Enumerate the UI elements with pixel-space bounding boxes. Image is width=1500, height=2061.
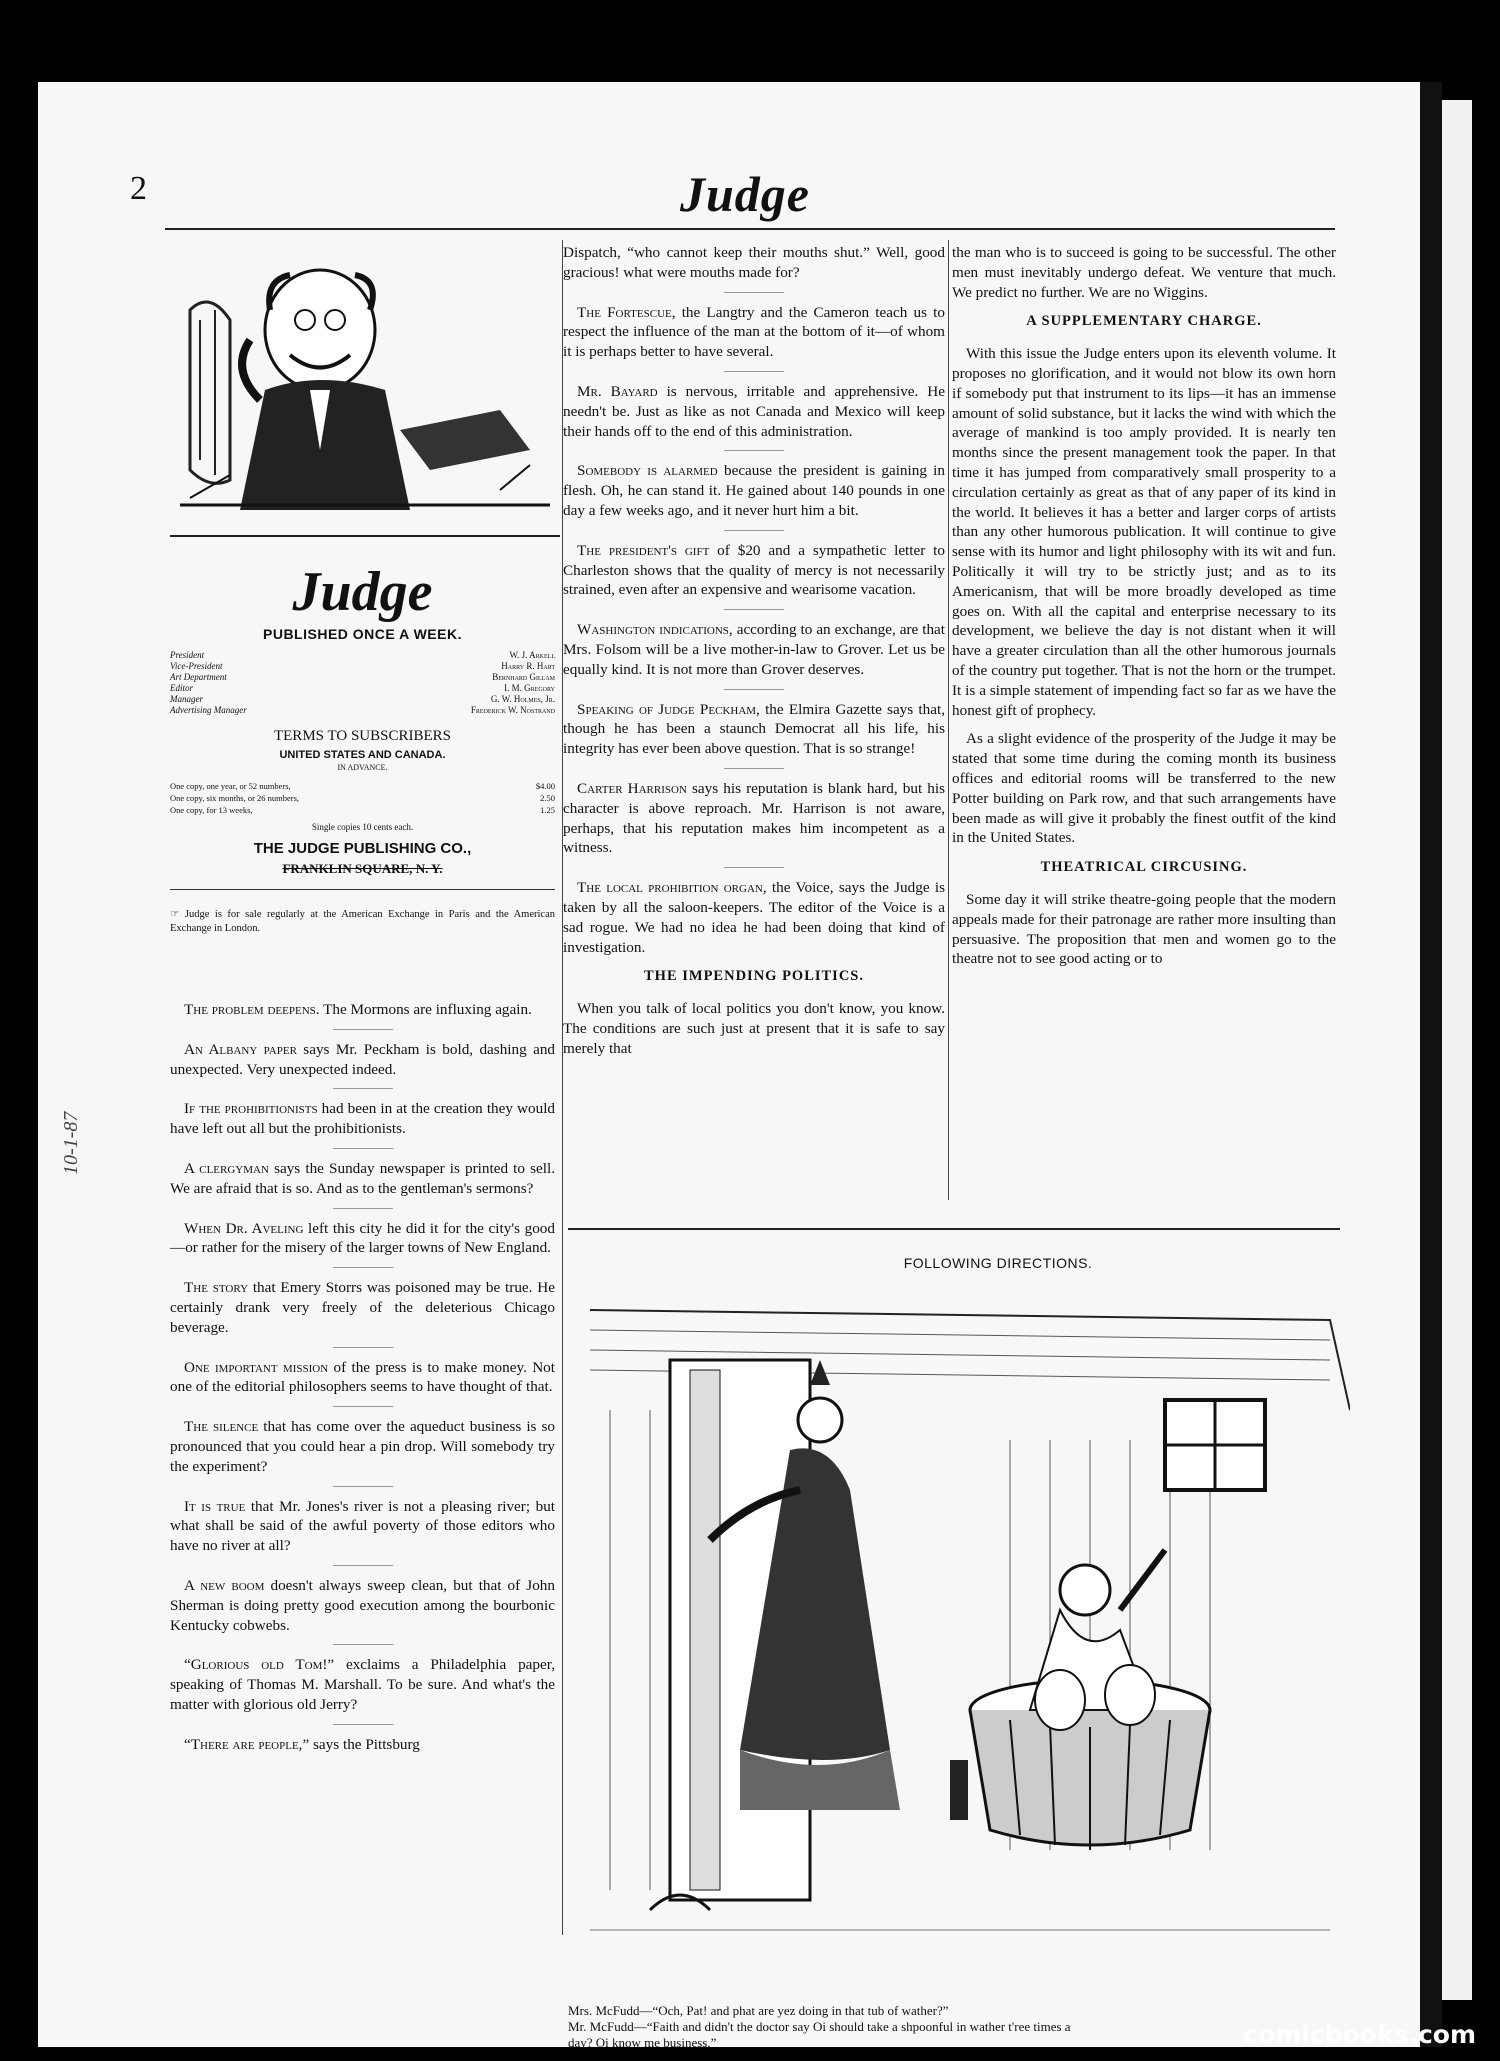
terms-region: UNITED STATES AND CANADA. [279, 749, 446, 761]
judge-logo: Judge [292, 561, 433, 623]
paragraph-separator [724, 530, 784, 531]
paragraph: The president's gift of $20 and a sympathetic letter to Charleston shows that the quality of mercy is not necessarily strained, even after an expensive and wearisome vacation. [563, 541, 945, 599]
officers-list [170, 650, 555, 716]
paragraph: “There are people,” says the Pittsburg [184, 1735, 420, 1753]
watermark: comicbooks.com [1243, 2020, 1476, 2049]
column-1 [170, 1000, 555, 1764]
paragraph: Carter Harrison says his reputation is blank hard, but his character is above reproach. Mr. Harrison is not aware, perhaps, that his reputation makes him incompetent as a witness. [563, 779, 945, 857]
info-box-rule [170, 889, 555, 890]
section-heading: THEATRICAL CIRCUSING. [1040, 859, 1248, 876]
terms-title: TERMS TO SUBSCRIBERS [273, 728, 451, 744]
officer-row: Editor I. M. Gregory [170, 683, 555, 693]
paragraph: The Fortescue, the Langtry and the Cameron teach us to respect the influence of the man at the bottom of it—of whom it is perhaps better to have several. [563, 303, 945, 361]
paragraph-separator [333, 1029, 393, 1030]
paragraph-separator [333, 1724, 393, 1725]
paragraph: An Albany paper says Mr. Peckham is bold, dashing and unexpected. Very unexpected indeed. [170, 1040, 556, 1078]
cartoon-title: FOLLOWING DIRECTIONS. [903, 1255, 1093, 1271]
paragraph-separator [724, 371, 784, 372]
page-number: 2 [130, 170, 147, 207]
paragraph: The problem deepens. The Mormons are influxing again. [184, 1001, 532, 1018]
paragraph-separator [333, 1565, 393, 1566]
paragraph-separator [333, 1208, 393, 1209]
caption-line-3: day? Oi know me business.” [568, 2035, 717, 2050]
column-2 [563, 243, 945, 1068]
paragraph-separator [333, 1347, 393, 1348]
section-heading: THE IMPENDING POLITICS. [644, 968, 864, 985]
paragraph: One important mission of the press is to make money. Not one of the editorial philosophers seems to have thought of that. [170, 1358, 555, 1396]
paragraph: Some day it will strike theatre-going people that the modern appeals made for their patronage are rather more insulting than persuasive. The proposition that men and women go to the theatre not to see good acting or to [952, 890, 1336, 968]
paragraph: Dispatch, “who cannot keep their mouths shut.” Well, good gracious! what were mouths made for? [563, 244, 945, 281]
officer-row: Art Department Bernhard Gillam [170, 672, 555, 682]
paragraph-separator [724, 867, 784, 868]
officer-row: Advertising Manager Frederick W. Nostrand [170, 705, 555, 715]
masthead-logo: Judge [680, 166, 810, 222]
paragraph-separator [333, 1644, 393, 1645]
paragraph: Washington indications, according to an exchange, are that Mrs. Folsom will be a live mother-in-law to Grover. Let us be equally kind. It is not more than Grover deserves. [563, 621, 945, 678]
paragraph: The local prohibition organ, the Voice, says the Judge is taken by all the saloon-keepers. The editor of the Voice is a sad rogue. We had no idea he had been doing that kind of investigation. [563, 879, 945, 956]
publication-info-box [170, 560, 555, 936]
officer-row: Vice-President Harry R. Hart [170, 661, 555, 671]
paragraph: With this issue the Judge enters upon its eleventh volume. It proposes no glorification, and it would not blow its own horn if somebody put that instrument to its lips—it has an immense amount of solid substance, but it lacks the wind with which the average of mankind is too amply provided. It is nearly ten months since the present management took the paper. In that time it has jumped from comparatively small prosperity to a circulation certainly as great as that of any paper of its kind in the world. It believes it has a better and larger corps of artists than any other humorous publication. It will continue to give sense with its humor and light philosophy with its wit and fun. Politically it will try to be strictly just; and as to its Americanism, that will be more broadly developed as time goes on. With all the capital and enterprise necessary to its development, we believe the day is not distant when it will have a greater circulation than all the other humorous journals of the country put together. That is not the horn or the trumpet. It is a simple statement of impending fact so far as we have the honest gift of prophecy. [952, 345, 1336, 719]
paragraph: As a slight evidence of the prosperity of the Judge it may be stated that some time during the coming month its business offices and editorial rooms will be transferred to the new Potter building on Park row, and that such arrangements have been made as will give it probably the finest outfit of the kind in the United States. [952, 730, 1336, 847]
paragraph: Mr. Bayard is nervous, irritable and apprehensive. He needn't be. Just as like as not Canada and Mexico will keep their hands off to the end of this administration. [563, 382, 945, 440]
paragraph: It is true that Mr. Jones's river is not a pleasing river; but what shall be said of the awful poverty of those editors who have no river at all? [170, 1497, 556, 1555]
paragraph-separator [724, 689, 784, 690]
officer-row: President W. J. Arkell [170, 650, 555, 660]
paragraph: If the prohibitionists had been in at the creation they would have left out all but the prohibitionists. [170, 1100, 556, 1138]
left-box-rule [170, 535, 560, 537]
paragraph-separator [724, 768, 784, 769]
paragraph: When Dr. Aveling left this city he did it for the city's good—or rather for the misery of the larger towns of New England. [170, 1219, 555, 1257]
column-divider [948, 240, 949, 1200]
paragraph: Somebody is alarmed because the president is gaining in flesh. Oh, he can stand it. He gained about 140 pounds in one day a few weeks ago, and it never hurt him a bit. [563, 462, 945, 519]
paragraph: When you talk of local politics you don't know, you know. The conditions are such just at present that it is safe to say merely that [563, 1000, 945, 1057]
price-row: One copy, for 13 weeks, 1.25 [170, 805, 555, 815]
publication-frequency: PUBLISHED ONCE A WEEK. [263, 626, 462, 642]
masthead-rule [165, 228, 1335, 230]
paragraph: The story that Emery Storrs was poisoned may be true. He certainly drank very freely of the deleterious Chicago beverage. [170, 1279, 555, 1336]
single-copy-price: Single copies 10 cents each. [311, 822, 414, 832]
paragraph: “Glorious old Tom!” exclaims a Philadelphia paper, speaking of Thomas M. Marshall. To be sure. And what's the matter with glorious old Jerry? [170, 1656, 555, 1713]
column-3 [952, 243, 1336, 978]
publisher-address: FRANKLIN SQUARE, N. Y. [282, 861, 443, 876]
paragraph-separator [724, 292, 784, 293]
paragraph: A clergyman says the Sunday newspaper is printed to sell. We are afraid that is so. And as to the gentleman's sermons? [170, 1159, 555, 1197]
following-directions-illustration [590, 1290, 1350, 1990]
paragraph-separator [724, 609, 784, 610]
sale-notice: ☞ Judge is for sale regularly at the American Exchange in Paris and the American Exchange in London. [170, 909, 555, 934]
price-row: One copy, six months, or 26 numbers, 2.50 [170, 793, 555, 803]
caption-line-1: Mrs. McFudd—“Och, Pat! and phat are yez doing in that tub of wather?” [568, 2003, 949, 2018]
paragraph: The silence that has come over the aqueduct business is so pronounced that you could hear a pin drop. Will somebody try the experiment? [170, 1418, 555, 1475]
caption-line-2: Mr. McFudd—“Faith and didn't the doctor say Oi should take a shpoonful in wather t'ree times a [568, 2019, 1071, 2034]
paragraph-separator [333, 1406, 393, 1407]
judge-caricature-illustration [170, 250, 560, 530]
page-edge-shadow [1420, 82, 1442, 2047]
officer-row: Manager G. W. Holmes, Jr. [170, 694, 555, 704]
publisher-name: THE JUDGE PUBLISHING CO., [253, 840, 472, 857]
paragraph-separator [724, 450, 784, 451]
cartoon-rule [568, 1228, 1340, 1230]
paragraph-separator [333, 1148, 393, 1149]
terms-in-advance: IN ADVANCE. [337, 763, 388, 772]
price-list [170, 780, 555, 816]
paragraph-separator [333, 1486, 393, 1487]
paragraph-separator [333, 1088, 393, 1089]
price-row: One copy, one year, or 52 numbers, $4.00 [170, 781, 555, 791]
next-page-edge [1442, 100, 1472, 2000]
section-heading: A SUPPLEMENTARY CHARGE. [1026, 313, 1262, 330]
paragraph: A new boom doesn't always sweep clean, but that of John Sherman is doing pretty good execution among the bourbonic Kentucky cobwebs. [170, 1576, 555, 1634]
paragraph-separator [333, 1267, 393, 1268]
paragraph: Speaking of Judge Peckham, the Elmira Gazette says that, though he has been a staunch Democrat all his life, his integrity has ever been above question. That is so strange! [563, 700, 945, 758]
pencil-notation: 10-1-87 [60, 1111, 82, 1175]
paragraph: the man who is to succeed is going to be successful. The other men must inevitably undergo defeat. We venture that much. We predict no further. We are no Wiggins. [952, 244, 1336, 301]
